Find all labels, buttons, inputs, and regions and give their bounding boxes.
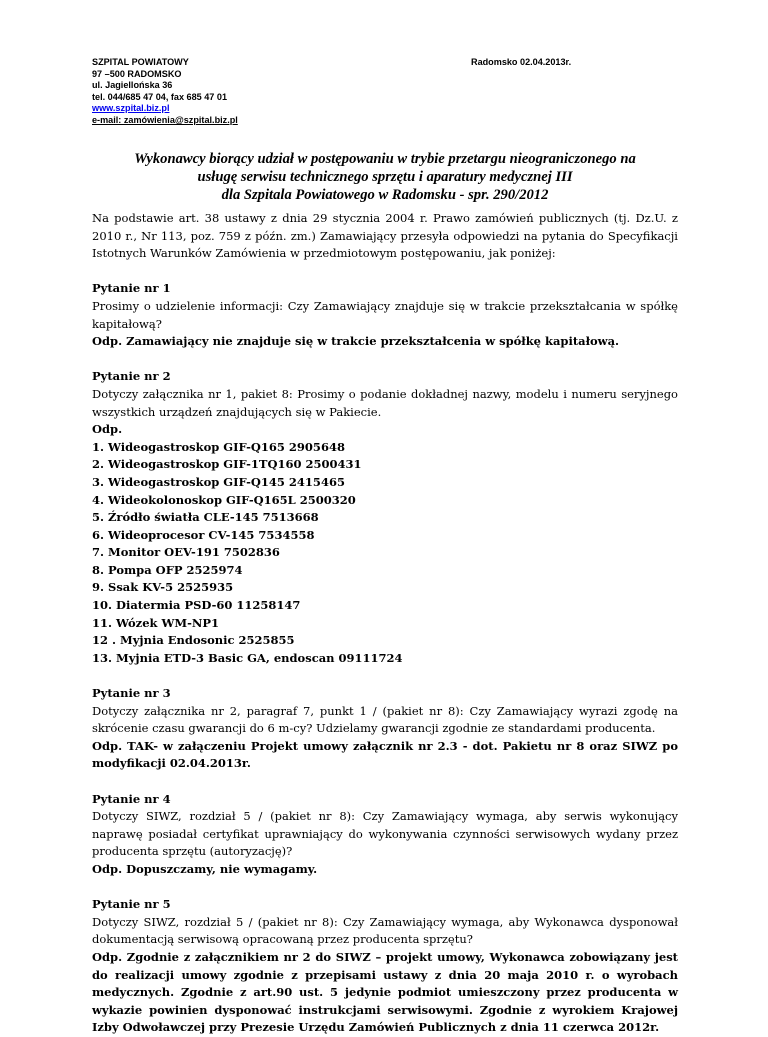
list-item: 7. Monitor OEV-191 7502836 — [92, 545, 280, 560]
list-item: 3. Wideogastroskop GIF-Q145 2415465 — [92, 474, 345, 489]
title-line-2: usługę serwisu technicznego sprzętu i aparatury medycznej III — [197, 169, 573, 185]
answer-4: Odp. Dopuszczamy, nie wymagamy. — [92, 861, 318, 876]
list-item: 13. Myjnia ETD-3 Basic GA, endoscan 09111724 — [92, 650, 403, 665]
list-item: 4. Wideokolonoskop GIF-Q165L 2500320 — [92, 492, 356, 507]
title-line-1: Wykonawcy biorący udział w postępowaniu w trybie przetargu nieograniczonego na — [134, 151, 636, 167]
question-4-title: Pytanie nr 4 — [92, 791, 171, 806]
question-1-title: Pytanie nr 1 — [92, 281, 171, 296]
answer-2-label: Odp. — [92, 422, 123, 437]
document-body — [92, 210, 678, 1037]
place-date: Radomsko 02.04.2013r. — [471, 57, 572, 67]
question-5-title: Pytanie nr 5 — [92, 897, 171, 912]
list-item: 1. Wideogastroskop GIF-Q165 2905648 — [92, 439, 345, 454]
question-3-title: Pytanie nr 3 — [92, 686, 171, 701]
question-2-title: Pytanie nr 2 — [92, 369, 171, 384]
document-title — [92, 150, 678, 204]
device-list — [92, 439, 678, 668]
org-postal: 97 –500 RADOMSKO — [92, 68, 182, 79]
email-link[interactable]: e-mail: zamówienia@szpital.biz.pl — [92, 114, 238, 125]
question-2-text: Dotyczy załącznika nr 1, pakiet 8: Prosimy o podanie dokładnej nazwy, modelu i numeru seryjnego wszystkich urządzeń znajdujących się w Pakiecie. — [92, 386, 678, 419]
list-item: 2. Wideogastroskop GIF-1TQ160 2500431 — [92, 457, 362, 472]
org-name: SZPITAL POWIATOWY — [92, 57, 189, 67]
list-item: 6. Wideoprocesor CV-145 7534558 — [92, 527, 315, 542]
question-4-text: Dotyczy SIWZ, rozdział 5 / (pakiet nr 8): Czy Zamawiający wymaga, aby serwis wykonujący naprawę posiadał certyfikat uprawniający do wykonywania czynności serwisowych wydany przez producenta sprzętu (autoryzację)? — [92, 809, 678, 859]
answer-1: Odp. Zamawiający nie znajduje się w trakcie przekształcenia w spółkę kapitałową. — [92, 334, 620, 349]
list-item: 8. Pompa OFP 2525974 — [92, 562, 243, 577]
list-item: 5. Źródło światła CLE-145 7513668 — [92, 510, 319, 525]
answer-5: Odp. Zgodnie z załącznikiem nr 2 do SIWZ – projekt umowy, Wykonawca zobowiązany jest do realizacji umowy zgodnie z przepisami ustawy z dnia 20 maja 2010 r. o wyrobach medycznych. Zgodnie z art.90 ust. 5 jedynie podmiot umieszczony przez producenta w wykazie powinien dysponować instrukcjami serwisowymi. Zgodnie z wyrokiem Krajowej Izby Odwoławczej przy Prezesie Urzędu Zamówień Publicznych z dnia 11 czerwca 2012r. — [92, 949, 678, 1035]
title-line-3: dla Szpitala Powiatowego w Radomsku - spr. 290/2012 — [221, 187, 549, 203]
question-1-text: Prosimy o udzielenie informacji: Czy Zamawiający znajduje się w trakcie przekształcania w spółkę kapitałową? — [92, 298, 678, 331]
answer-3: Odp. TAK- w załączeniu Projekt umowy załącznik nr 2.3 - dot. Pakietu nr 8 oraz SIWZ po modyfikacji 02.04.2013r. — [92, 738, 678, 771]
sender-address-block — [92, 57, 392, 127]
list-item: 12 . Myjnia Endosonic 2525855 — [92, 633, 295, 648]
intro-paragraph: Na podstawie art. 38 ustawy z dnia 29 stycznia 2004 r. Prawo zamówień publicznych (tj. Dz.U. z 2010 r., Nr 113, poz. 759 z późn. zm.) Zamawiający przesyła odpowiedzi na pytania do Specyfikacji Istotnych Warunków Zamówienia w przedmiotowym postępowaniu, jak poniżej: — [92, 211, 678, 261]
website-link[interactable]: www.szpital.biz.pl — [92, 103, 170, 114]
list-item: 10. Diatermia PSD-60 11258147 — [92, 598, 301, 613]
list-item: 11. Wózek WM-NP1 — [92, 615, 220, 630]
org-street: ul. Jagiellońska 36 — [92, 80, 173, 91]
list-item: 9. Ssak KV-5 2525935 — [92, 580, 234, 595]
question-5-text: Dotyczy SIWZ, rozdział 5 / (pakiet nr 8): Czy Zamawiający wymaga, aby Wykonawca dysponował dokumentacją serwisową opracowaną przez producenta sprzętu? — [92, 914, 678, 947]
question-3-text: Dotyczy załącznika nr 2, paragraf 7, punkt 1 / (pakiet nr 8): Czy Zamawiający wyrazi zgodę na skrócenie czasu gwarancji do 6 m-cy? Udzielamy gwarancji zgodnie ze standardami producenta. — [92, 703, 678, 736]
org-phone: tel. 044/685 47 04, fax 685 47 01 — [92, 91, 227, 102]
